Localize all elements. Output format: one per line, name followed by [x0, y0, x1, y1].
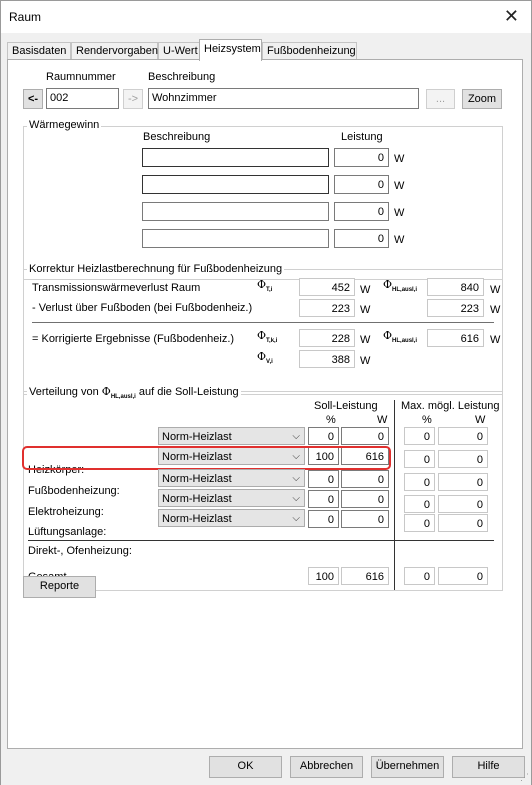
phi-tk-symbol: $\Phi_{T,k,i}$ [257, 329, 278, 345]
ok-button[interactable]: OK [209, 756, 282, 778]
total-max-w: 0 [438, 567, 488, 585]
gain-unit-3: W [394, 207, 405, 219]
elektroheizung-method-select[interactable]: Norm-Heizlast ⌵ [158, 469, 305, 487]
heizkoerper-pct-field[interactable]: 0 [308, 427, 339, 445]
next-room-button[interactable]: -> [123, 89, 143, 109]
max-leistung-header: Max. mögl. Leistung [401, 400, 500, 412]
chevron-down-icon: ⌵ [292, 451, 300, 462]
phi-tk-unit: W [360, 334, 371, 346]
phi-hlk-symbol: $\Phi_{HL,ausl,i}$ [383, 329, 418, 345]
tab-basisdaten[interactable]: Basisdaten [7, 42, 71, 60]
gain-desc-field-3[interactable] [142, 202, 329, 221]
fussbodenheizung-max-pct: 0 [404, 450, 435, 468]
soll-leistung-header: Soll-Leistung [314, 400, 378, 412]
gain-unit-2: W [394, 180, 405, 192]
apply-button[interactable]: Übernehmen [371, 756, 444, 778]
browse-button[interactable]: ... [426, 89, 455, 109]
tab-fussbodenheizung[interactable]: Fußbodenheizung [262, 42, 357, 60]
direktheizung-method-select[interactable]: Norm-Heizlast ⌵ [158, 509, 305, 527]
floor-loss-unit-2: W [490, 304, 501, 316]
gain-unit-1: W [394, 153, 405, 165]
fussbodenheizung-label: Fußbodenheizung: [28, 485, 120, 497]
corrected-results-label: = Korrigierte Ergebnisse (Fußbodenheiz.) [32, 333, 235, 345]
soll-w-header: W [377, 414, 388, 426]
tab-u-wert[interactable]: U-Wert [158, 42, 200, 60]
gain-desc-header: Beschreibung [143, 131, 211, 143]
gain-desc-field-1[interactable] [142, 148, 329, 167]
direktheizung-label: Direkt-, Ofenheizung: [28, 545, 132, 557]
elektroheizung-max-pct: 0 [404, 473, 435, 491]
correction-divider [32, 322, 494, 323]
room-number-label: Raumnummer [46, 71, 116, 83]
zoom-button[interactable]: Zoom [462, 89, 502, 109]
heizkoerper-max-w: 0 [438, 427, 488, 445]
gain-desc-field-4[interactable] [142, 229, 329, 248]
elektroheizung-max-w: 0 [438, 473, 488, 491]
phi-tk-value: 228 [299, 329, 355, 347]
total-w: 616 [341, 567, 389, 585]
max-w-header: W [475, 414, 486, 426]
gain-value-field-3[interactable]: 0 [334, 202, 389, 221]
korrektur-title: Korrektur Heizlastberechnung für Fußbodenheizung [29, 263, 283, 275]
direktheizung-max-w: 0 [438, 514, 488, 532]
heizkoerper-max-pct: 0 [404, 427, 435, 445]
lueftungsanlage-label: Lüftungsanlage: [28, 526, 107, 538]
direktheizung-pct-field[interactable]: 0 [308, 510, 339, 528]
floor-loss-value-1: 223 [299, 299, 355, 317]
heizkoerper-w-field[interactable]: 0 [341, 427, 389, 445]
room-desc-field[interactable]: Wohnzimmer [148, 88, 419, 109]
fussbodenheizung-pct-field[interactable]: 100 [308, 447, 339, 465]
gain-value-field-4[interactable]: 0 [334, 229, 389, 248]
chevron-down-icon: ⌵ [292, 431, 300, 442]
phi-hl-unit: W [490, 284, 501, 296]
tab-heizsystem[interactable]: Heizsystem [199, 39, 262, 61]
phi-hl-symbol: $\Phi_{HL,ausl,i}$ [383, 278, 418, 294]
lueftungsanlage-pct-field[interactable]: 0 [308, 490, 339, 508]
chevron-down-icon: ⌵ [292, 493, 300, 504]
soll-pct-header: % [326, 414, 336, 426]
heizsystem-panel [7, 59, 523, 749]
elektroheizung-pct-field[interactable]: 0 [308, 470, 339, 488]
phi-v-value: 388 [299, 350, 355, 368]
title-bar [1, 1, 531, 33]
chevron-down-icon: ⌵ [292, 473, 300, 484]
distribution-divider [394, 400, 395, 590]
footer-bar [1, 751, 531, 785]
tab-rendervorgaben[interactable]: Rendervorgaben [71, 42, 158, 60]
max-pct-header: % [422, 414, 432, 426]
room-number-field[interactable]: 002 [46, 88, 119, 109]
window-title: Raum [9, 10, 42, 24]
gain-power-header: Leistung [341, 131, 383, 143]
transmission-label: Transmissionswärmeverlust Raum [32, 282, 201, 294]
close-icon[interactable]: ✕ [503, 6, 519, 26]
gain-desc-field-2[interactable] [142, 175, 329, 194]
phi-hlk-unit: W [490, 334, 501, 346]
heizkoerper-method-select[interactable]: Norm-Heizlast ⌵ [158, 427, 305, 445]
phi-v-unit: W [360, 355, 371, 367]
elektroheizung-label: Elektroheizung: [28, 506, 104, 518]
chevron-down-icon: ⌵ [292, 513, 300, 524]
verteilung-title: Verteilung von $\Phi_{HL,ausl,i}$ auf die Soll-Leistung [29, 385, 239, 401]
phi-hl-dist-symbol: $\Phi_{HL,ausl,i}$ [101, 385, 136, 401]
total-max-pct: 0 [404, 567, 435, 585]
phi-t-unit: W [360, 284, 371, 296]
direktheizung-max-pct: 0 [404, 514, 435, 532]
phi-v-symbol: $\Phi_{V,i}$ [257, 350, 273, 366]
lueftungsanlage-max-w: 0 [438, 495, 488, 513]
room-desc-label: Beschreibung [148, 71, 216, 83]
cancel-button[interactable]: Abbrechen [290, 756, 363, 778]
lueftungsanlage-method-select[interactable]: Norm-Heizlast ⌵ [158, 489, 305, 507]
fussbodenheizung-method-select[interactable]: Norm-Heizlast ⌵ [158, 447, 305, 465]
floor-loss-unit-1: W [360, 304, 371, 316]
waermegewinn-title: Wärmegewinn [29, 119, 100, 131]
fussbodenheizung-w-field[interactable]: 616 [341, 447, 389, 465]
lueftungsanlage-w-field[interactable]: 0 [341, 490, 389, 508]
dialog-body [1, 33, 531, 751]
total-divider [28, 540, 494, 541]
phi-t-symbol: $\Phi_{T,i}$ [257, 278, 273, 294]
highlight-box [22, 446, 391, 470]
phi-t-value: 452 [299, 278, 355, 296]
total-pct: 100 [308, 567, 339, 585]
help-button[interactable]: Hilfe [452, 756, 525, 778]
prev-room-button[interactable]: <- [23, 89, 43, 109]
resize-grip-icon[interactable]: ⋰ [520, 772, 529, 782]
phi-hl-value: 840 [427, 278, 484, 296]
elektroheizung-w-field[interactable]: 0 [341, 470, 389, 488]
heizkoerper-label: Heizkörper: [28, 464, 85, 476]
floor-loss-label: - Verlust über Fußboden (bei Fußbodenheiz.) [32, 302, 253, 314]
reports-button[interactable]: Reporte [23, 576, 96, 598]
gain-value-field-1[interactable]: 0 [334, 148, 389, 167]
direktheizung-w-field[interactable]: 0 [341, 510, 389, 528]
floor-loss-value-2: 223 [427, 299, 484, 317]
gain-unit-4: W [394, 234, 405, 246]
phi-hlk-value: 616 [427, 329, 484, 347]
fussbodenheizung-max-w: 0 [438, 450, 488, 468]
gain-value-field-2[interactable]: 0 [334, 175, 389, 194]
lueftungsanlage-max-pct: 0 [404, 495, 435, 513]
